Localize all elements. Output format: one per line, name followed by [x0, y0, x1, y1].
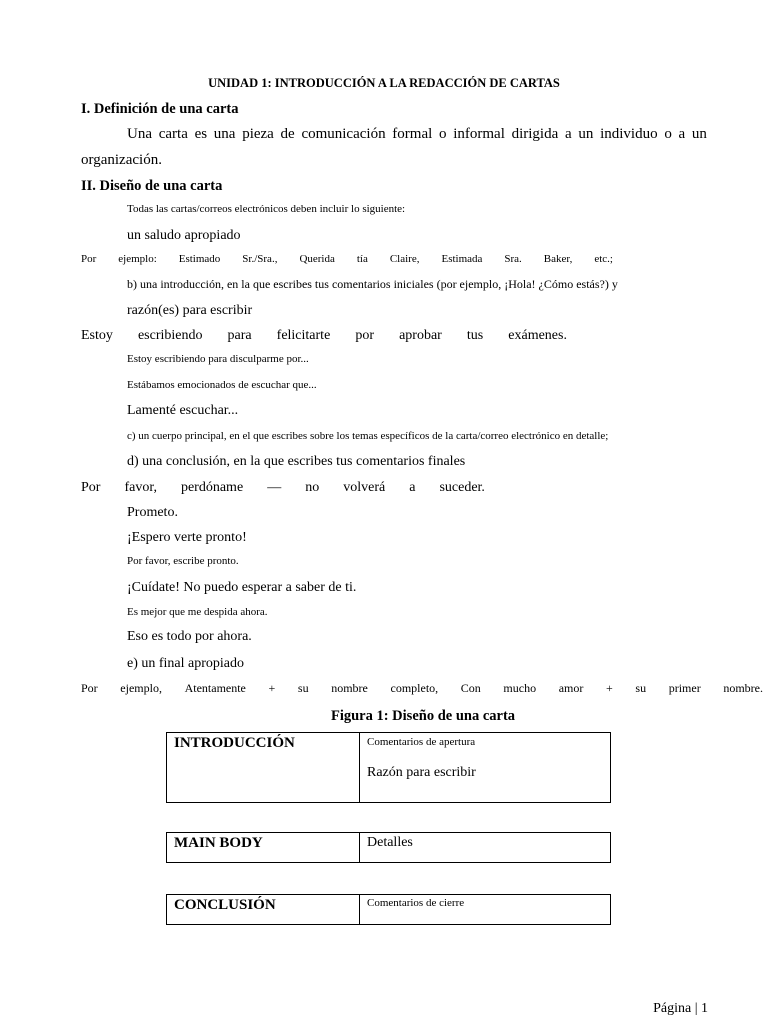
greeting-example-word: Sr./Sra.,	[242, 253, 278, 265]
figure-value-opening: Comentarios de apertura	[367, 736, 476, 748]
paragraph-word: o	[439, 126, 447, 142]
reason-example-4: Lamenté escuchar...	[127, 403, 239, 418]
closing-6: Eso es todo por ahora.	[127, 629, 252, 644]
ending-example	[81, 681, 763, 696]
conclusion-example-word: suceder.	[439, 480, 485, 495]
conclusion-example-word: —	[267, 480, 282, 495]
ending-example-word: nombre.	[723, 681, 763, 695]
reason-example-word: exámenes.	[508, 328, 567, 343]
ending-example-word: su	[635, 681, 647, 695]
paragraph-word: Una	[127, 126, 152, 142]
greeting-example-word: Claire,	[389, 253, 420, 265]
greeting-example-word: Baker,	[543, 253, 573, 265]
greeting-example-word: tía	[356, 253, 368, 265]
conclusion-example-word: volverá	[343, 480, 386, 495]
closing-3: Por favor, escribe pronto.	[127, 555, 239, 567]
paragraph-word: formal	[392, 126, 433, 142]
reason-example-2: Estoy escribiendo para disculparme por...	[127, 353, 309, 365]
figure-value-introduction	[360, 733, 611, 803]
paragraph-word: de	[280, 126, 295, 142]
figure-caption: Figura 1: Diseño de una carta	[330, 708, 516, 724]
ending-example-word: ejemplo,	[120, 681, 162, 695]
ending-example-word: Atentamente	[184, 681, 246, 695]
conclusion-example	[81, 480, 485, 496]
greeting-example	[81, 253, 613, 265]
greeting-example-word: Estimada	[441, 253, 483, 265]
paragraph-word: o	[664, 126, 672, 142]
reasons-item: razón(es) para escribir	[127, 303, 253, 318]
closing-1: Prometo.	[127, 505, 178, 520]
figure-value-reason: Razón para escribir	[367, 765, 476, 780]
conclusion-example-word: Por	[81, 480, 101, 495]
greeting-example-word: Sra.	[504, 253, 522, 265]
paragraph-word: comunicación	[301, 126, 386, 142]
figure-table-conclusion	[166, 894, 611, 925]
introduction-item: b) una introducción, en la que escribes tus comentarios iniciales (por ejemplo, ¡Hola! ¿Cómo estás?) y	[127, 277, 618, 291]
conclusion-example-word: a	[409, 480, 416, 495]
paragraph-word: a	[564, 126, 572, 142]
paragraph-word: un	[691, 126, 707, 142]
closing-4: ¡Cuídate! No puedo esperar a saber de ti.	[127, 580, 357, 595]
reason-example-word: por	[355, 328, 375, 343]
figure-table-main-body	[166, 832, 611, 863]
closing-2: ¡Espero verte pronto!	[127, 530, 247, 545]
greeting-example-word: etc.;	[594, 253, 613, 265]
paragraph-word: a	[678, 126, 686, 142]
design-intro: Todas las cartas/correos electrónicos deben incluir lo siguiente:	[127, 203, 406, 215]
reason-example-word: tus	[466, 328, 484, 343]
ending-example-word: nombre	[331, 681, 368, 695]
paragraph-word: un	[578, 126, 594, 142]
document-title: UNIDAD 1: INTRODUCCIÓN A LA REDACCIÓN DE CARTAS	[208, 76, 560, 90]
ending-example-word: Con	[460, 681, 481, 695]
ending-example-word: amor	[558, 681, 584, 695]
reason-example-word: aprobar	[399, 328, 442, 343]
greeting-example-word: Querida	[299, 253, 335, 265]
conclusion-example-word: favor,	[124, 480, 157, 495]
ending-example-word: primer	[668, 681, 701, 695]
figure-label-conclusion: CONCLUSIÓN	[167, 895, 360, 925]
reason-example-word: para	[227, 328, 252, 343]
conclusion-item: d) una conclusión, en la que escribes tus comentarios finales	[127, 454, 466, 469]
ending-example-word: mucho	[503, 681, 537, 695]
greeting-example-word: ejemplo:	[118, 253, 157, 265]
conclusion-example-word: no	[305, 480, 320, 495]
ending-item: e) un final apropiado	[127, 656, 245, 671]
definition-paragraph-line-1	[127, 126, 707, 143]
reason-example-word: Estoy	[81, 328, 113, 343]
paragraph-word: es	[194, 126, 208, 142]
ending-example-word: completo,	[390, 681, 439, 695]
figure-label-introduction: INTRODUCCIÓN	[167, 733, 360, 803]
paragraph-word: una	[213, 126, 236, 142]
definition-paragraph-line-2: organización.	[81, 152, 162, 168]
paragraph-word: dirigida	[511, 126, 559, 142]
figure-value-details: Detalles	[360, 833, 611, 863]
paragraph-word: informal	[453, 126, 505, 142]
paragraph-word: pieza	[242, 126, 274, 142]
reason-example-word: felicitarte	[276, 328, 331, 343]
paragraph-word: individuo	[600, 126, 658, 142]
reason-example-3: Estábamos emocionados de escuchar que...	[127, 379, 317, 391]
figure-table-introduction	[166, 732, 611, 803]
greeting-example-word: Por	[81, 253, 97, 265]
main-body-item: c) un cuerpo principal, en el que escribes sobre los temas específicos de la carta/correo electrónico en detalle;	[127, 430, 609, 442]
ending-example-word: su	[297, 681, 309, 695]
greeting-example-word: Estimado	[178, 253, 221, 265]
figure-value-closing: Comentarios de cierre	[360, 895, 611, 925]
greeting-item: un saludo apropiado	[127, 228, 241, 243]
reason-example-word: escribiendo	[137, 328, 203, 343]
reason-example	[81, 328, 567, 344]
section-2-heading: II. Diseño de una carta	[81, 178, 223, 194]
ending-example-word: +	[606, 681, 613, 695]
ending-example-word: Por	[81, 681, 98, 695]
section-1-heading: I. Definición de una carta	[81, 101, 239, 117]
conclusion-example-word: perdóname	[180, 480, 244, 495]
closing-5: Es mejor que me despida ahora.	[127, 606, 268, 618]
paragraph-word: carta	[158, 126, 188, 142]
page-number: Página | 1	[653, 1001, 708, 1016]
figure-label-main-body: MAIN BODY	[167, 833, 360, 863]
ending-example-word: +	[268, 681, 276, 695]
